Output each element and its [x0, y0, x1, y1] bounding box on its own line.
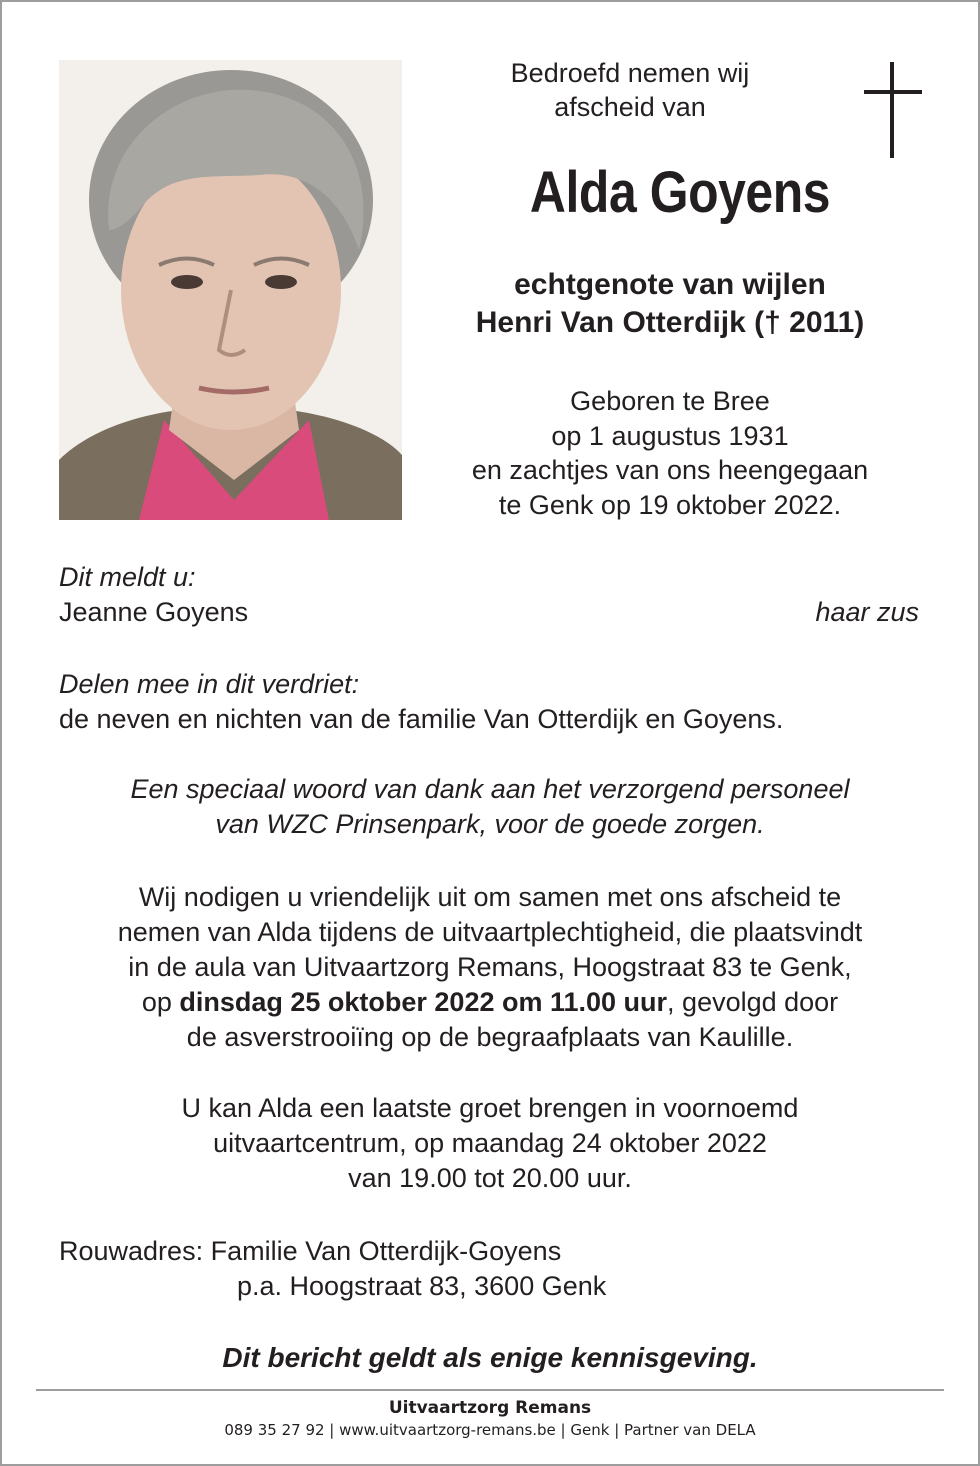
intro-line: afscheid van — [554, 92, 706, 122]
visit-line: van 19.00 tot 20.00 uur. — [348, 1163, 632, 1193]
deceased-name: Alda Goyens — [529, 160, 831, 225]
spouse-info — [400, 266, 940, 342]
thanks-section — [40, 772, 940, 842]
invitation-line: Wij nodigen u vriendelijk uit om samen met ons afscheid te — [138, 882, 842, 912]
sharing-section — [59, 667, 919, 737]
visit-line: uitvaartcentrum, op maandag 24 oktober 2022 — [213, 1128, 767, 1158]
rouwadres-line: Rouwadres: Familie Van Otterdijk-Goyens — [59, 1236, 562, 1266]
invitation-prefix: op — [141, 987, 180, 1017]
sharing-text: de neven en nichten van de familie Van Otterdijk en Goyens. — [59, 704, 784, 734]
footer-contact: 089 35 27 92 | www.uitvaartzorg-remans.be | Genk | Partner van DELA — [224, 1421, 756, 1439]
birth-death-info — [420, 384, 920, 522]
thanks-line: van WZC Prinsenpark, voor de goede zorgen. — [215, 809, 765, 839]
footer-company: Uitvaartzorg Remans — [388, 1398, 592, 1418]
birth-line: te Genk op 19 oktober 2022. — [498, 489, 842, 520]
announced-heading: Dit meldt u: — [59, 562, 196, 592]
announced-row — [59, 595, 919, 630]
invitation-suffix: , gevolgd door — [667, 987, 839, 1017]
birth-line: op 1 augustus 1931 — [551, 420, 789, 451]
rouwadres-address: p.a. Hoogstraat 83, 3600 Genk — [237, 1271, 607, 1301]
invitation-section — [40, 880, 940, 1055]
invitation-line — [40, 985, 940, 1020]
invitation-line: de asverstrooiïng op de begraafplaats van Kaulille. — [186, 1022, 794, 1052]
intro-text — [420, 56, 840, 124]
mourning-address — [59, 1234, 606, 1304]
announced-relation: haar zus — [815, 597, 919, 627]
spouse-line: echtgenote van wijlen — [514, 268, 826, 301]
visit-line: U kan Alda een laatste groet brengen in voornoemd — [181, 1093, 799, 1123]
spouse-line: Henri Van Otterdijk († 2011) — [475, 306, 865, 339]
ceremony-datetime: dinsdag 25 oktober 2022 om 11.00 uur — [179, 987, 668, 1017]
invitation-line: nemen van Alda tijdens de uitvaartplechtigheid, die plaatsvindt — [117, 917, 863, 947]
thanks-line: Een speciaal woord van dank aan het verzorgend personeel — [130, 774, 850, 804]
portrait-photo — [59, 60, 402, 520]
invitation-line: in de aula van Uitvaartzorg Remans, Hoogstraat 83 te Genk, — [128, 952, 852, 982]
sharing-heading: Delen mee in dit verdriet: — [59, 669, 360, 699]
footer-divider — [36, 1389, 944, 1391]
visit-section — [40, 1091, 940, 1196]
announced-person: Jeanne Goyens — [59, 597, 249, 627]
announced-section — [59, 560, 919, 630]
birth-line: Geboren te Bree — [570, 386, 770, 416]
birth-line: en zachtjes van ons heengegaan — [471, 455, 869, 485]
cross-icon — [864, 62, 922, 158]
notice-text: Dit bericht geldt als enige kennisgeving. — [222, 1342, 758, 1373]
intro-line: Bedroefd nemen wij — [510, 58, 750, 88]
